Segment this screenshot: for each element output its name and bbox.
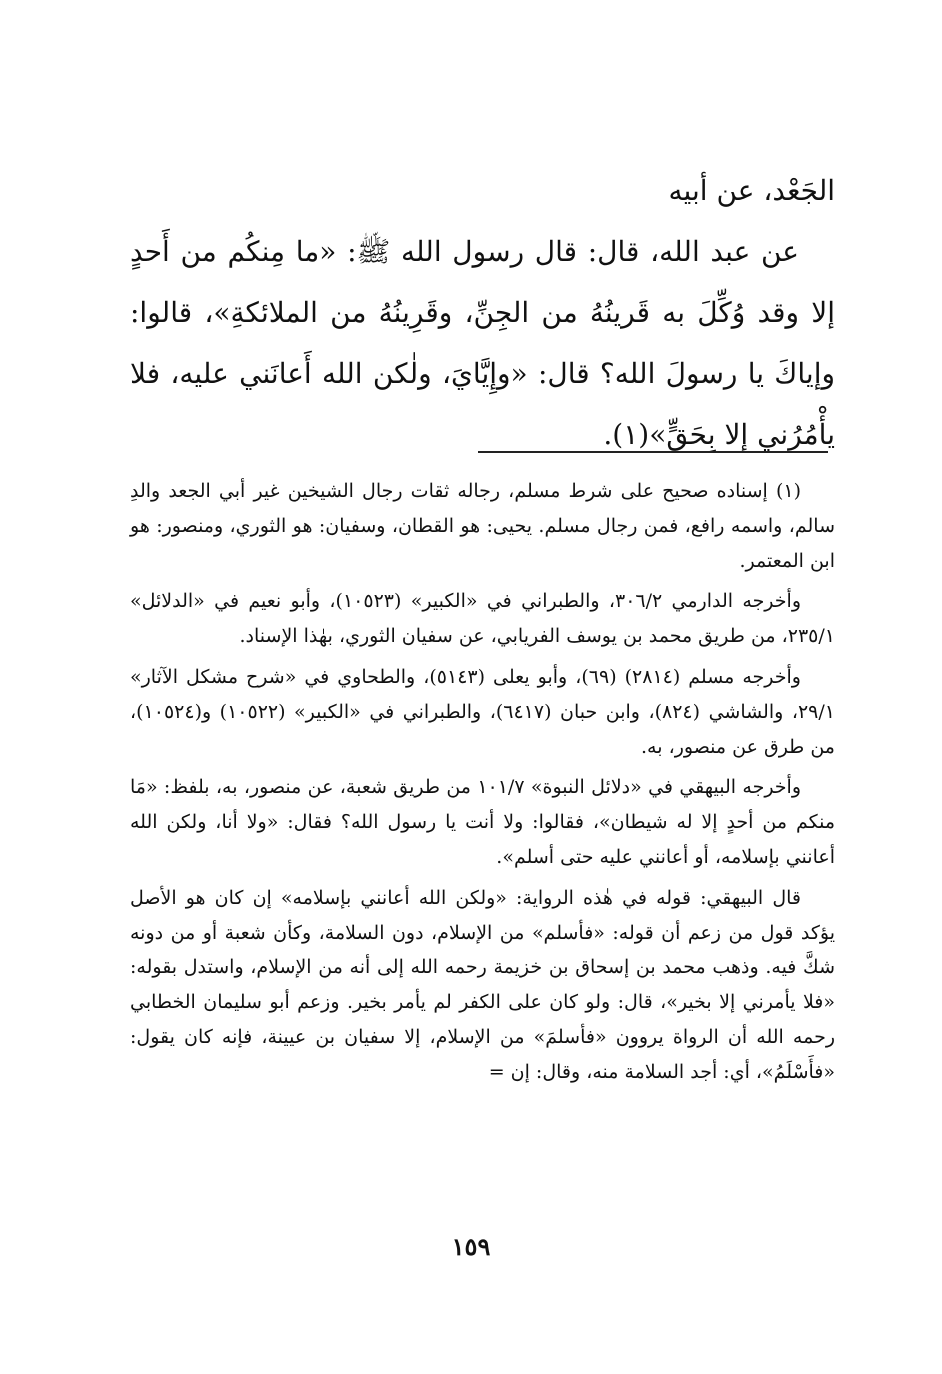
footnote-paragraph: وأخرجه الدارمي ٣٠٦/٢، والطبراني في «الكبير» (١٠٥٢٣)، وأبو نعيم في «الدلائل» ٢٣٥/١، من طريق محمد بن يوسف الفريابي، عن سفيان الثوري، بهٰذا الإسناد. (130, 590, 835, 648)
footnote-paragraph: وأخرجه البيهقي في «دلائل النبوة» ١٠١/٧ من طريق شعبة، عن منصور، به، بلفظ: «مَا منكم من أحدٍ إلا له شيطان»، فقالوا: ولا أنت يا رسول الله؟ فقال: «ولا أنا، ولكن الله أعانني بإسلامه، أو أعانني عليه حتى أسلم». (130, 776, 835, 868)
page-number: ١٥٩ (451, 1232, 491, 1261)
footnote-paragraph: قال البيهقي: قوله في هٰذه الرواية: «ولكن الله أعانني بإسلامه» إن كان هو الأصل يؤكد قول من زعم أن قوله: «فأسلم» من الإسلام، دون السلامة، وكأن شعبة أو من دونه شكَّ فيه. وذهب محمد بن إسحاق بن خزيمة رحمه الله إلى أنه من الإسلام، واستدل بقوله: «فلا يأمرني إلا بخير»، قال: ولو كان على الكفر لم يأمر بخير. وزعم أبو سليمان الخطابي رحمه الله أن الرواة يروون «فأسلمَ» من الإسلام، إلا سفيان بن عيينة، فإنه كان يقول: «فأَسْلَمُ»، أي: أجد السلامة منه، وقال: إن = (130, 886, 835, 1083)
footnote-paragraph: وأخرجه مسلم (٢٨١٤) (٦٩)، وأبو يعلى (٥١٤٣)، والطحاوي في «شرح مشكل الآثار» ٢٩/١، والشاشي (٨٢٤)، وابن حبان (٦٤١٧)، والطبراني في «الكبير» (١٠٥٢٢) و(١٠٥٢٤)، من طرق عن منصور، به. (130, 665, 835, 758)
main-text (130, 160, 835, 465)
chain-line: الجَعْد، عن أبيه (668, 174, 835, 207)
footnote-separator (478, 451, 828, 453)
footnotes (130, 474, 835, 1096)
hadith-paragraph: عن عبد الله، قال: قال رسول الله ﷺ: «ما مِنكُم من أَحدٍ إلا وقد وُكِّلَ به قَرينُهُ من الجِنِّ، وقَرِينُهُ من الملائكةِ»، قالوا: وإياكَ يا رسولَ الله؟ قال: «وإِيَّايَ، ولٰكن الله أَعانَني عليه، فلا يأْمُرُني إلا بِحَقٍّ»(١). (130, 235, 835, 451)
footnote-paragraph: (١) إسناده صحيح على شرط مسلم، رجاله ثقات رجال الشيخين غير أبي الجعد والدِ سالم، واسمه رافع، فمن رجال مسلم. يحيى: هو القطان، وسفيان: هو الثوري، ومنصور: هو ابن المعتمر. (130, 480, 835, 572)
